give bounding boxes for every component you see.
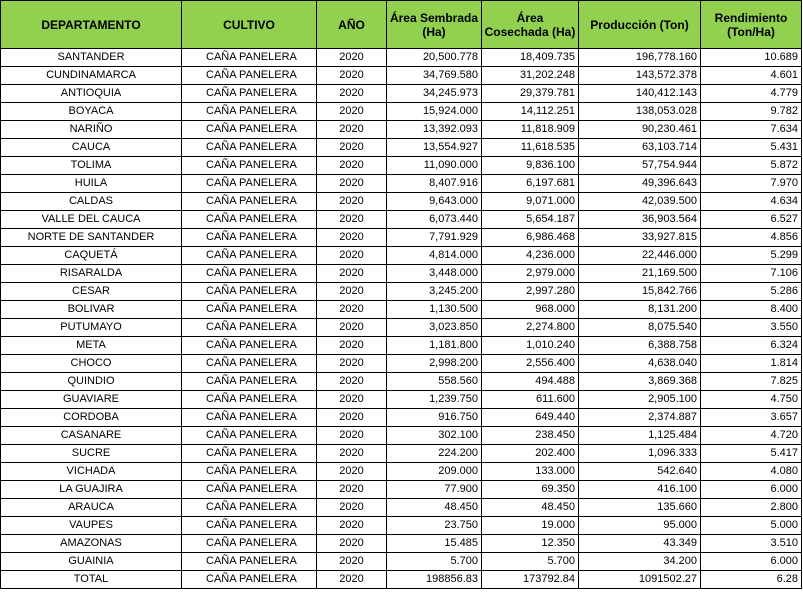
cell-cultivo: CAÑA PANELERA <box>182 265 317 283</box>
cell-departamento: CAUCA <box>1 139 182 157</box>
cell-cultivo: CAÑA PANELERA <box>182 499 317 517</box>
cell-rendimiento: 4.750 <box>701 391 802 409</box>
cell-anio: 2020 <box>317 247 387 265</box>
cell-cultivo: CAÑA PANELERA <box>182 67 317 85</box>
cell-anio: 2020 <box>317 157 387 175</box>
cell-area-sembrada: 20,500.778 <box>387 49 482 67</box>
table-row <box>1 103 802 121</box>
cell-rendimiento: 6.000 <box>701 553 802 571</box>
cell-anio: 2020 <box>317 283 387 301</box>
cell-produccion: 90,230.461 <box>579 121 701 139</box>
table-row <box>1 481 802 499</box>
cell-cultivo: CAÑA PANELERA <box>182 463 317 481</box>
cell-rendimiento: 5.872 <box>701 157 802 175</box>
cell-area-sembrada: 23.750 <box>387 517 482 535</box>
cell-departamento: NARIÑO <box>1 121 182 139</box>
header-rendimiento: Rendimiento (Ton/Ha) <box>701 1 802 49</box>
cell-area-cosechada: 6,197.681 <box>482 175 579 193</box>
cell-cultivo: CAÑA PANELERA <box>182 157 317 175</box>
cell-area-sembrada: 6,073.440 <box>387 211 482 229</box>
cell-anio: 2020 <box>317 121 387 139</box>
table-row <box>1 391 802 409</box>
cell-anio: 2020 <box>317 535 387 553</box>
cell-rendimiento: 4.779 <box>701 85 802 103</box>
cell-departamento: PUTUMAYO <box>1 319 182 337</box>
cell-rendimiento: 3.657 <box>701 409 802 427</box>
cell-area-sembrada: 209.000 <box>387 463 482 481</box>
cell-rendimiento: 5.417 <box>701 445 802 463</box>
table-row <box>1 499 802 517</box>
cell-rendimiento: 6.324 <box>701 337 802 355</box>
cell-anio: 2020 <box>317 85 387 103</box>
cell-area-sembrada: 13,392.093 <box>387 121 482 139</box>
cell-cultivo: CAÑA PANELERA <box>182 535 317 553</box>
cell-rendimiento: 4.720 <box>701 427 802 445</box>
cell-area-sembrada: 3,245.200 <box>387 283 482 301</box>
cell-produccion: 143,572.378 <box>579 67 701 85</box>
table-row <box>1 193 802 211</box>
cell-rendimiento: 4.080 <box>701 463 802 481</box>
header-departamento: DEPARTAMENTO <box>1 1 182 49</box>
cell-departamento: CUNDINAMARCA <box>1 67 182 85</box>
cell-cultivo: CAÑA PANELERA <box>182 517 317 535</box>
cell-cultivo: CAÑA PANELERA <box>182 229 317 247</box>
table-row <box>1 139 802 157</box>
cell-area-cosechada: 2,556.400 <box>482 355 579 373</box>
cell-anio: 2020 <box>317 211 387 229</box>
cell-area-cosechada: 9,071.000 <box>482 193 579 211</box>
cell-rendimiento: 5.000 <box>701 517 802 535</box>
cell-area-cosechada: 11,618.535 <box>482 139 579 157</box>
table-row <box>1 121 802 139</box>
header-anio: AÑO <box>317 1 387 49</box>
cell-departamento: HUILA <box>1 175 182 193</box>
cell-departamento: VALLE DEL CAUCA <box>1 211 182 229</box>
cell-rendimiento: 7.970 <box>701 175 802 193</box>
cell-anio: 2020 <box>317 463 387 481</box>
cell-area-cosechada: 31,202.248 <box>482 67 579 85</box>
cell-departamento: GUAVIARE <box>1 391 182 409</box>
cell-anio: 2020 <box>317 265 387 283</box>
cell-area-sembrada: 48.450 <box>387 499 482 517</box>
cell-anio: 2020 <box>317 499 387 517</box>
cell-area-cosechada: 18,409.735 <box>482 49 579 67</box>
table-row <box>1 553 802 571</box>
cell-produccion: 34.200 <box>579 553 701 571</box>
cell-produccion: 21,169.500 <box>579 265 701 283</box>
cell-departamento: AMAZONAS <box>1 535 182 553</box>
cell-area-sembrada: 1,181.800 <box>387 337 482 355</box>
cell-cultivo: CAÑA PANELERA <box>182 247 317 265</box>
cell-anio: 2020 <box>317 553 387 571</box>
cell-produccion: 42,039.500 <box>579 193 701 211</box>
cell-area-sembrada: 3,448.000 <box>387 265 482 283</box>
cell-rendimiento: 10.689 <box>701 49 802 67</box>
cell-produccion: 63,103.714 <box>579 139 701 157</box>
cell-rendimiento: 6.527 <box>701 211 802 229</box>
cell-area-cosechada: 649.440 <box>482 409 579 427</box>
table-row <box>1 337 802 355</box>
cell-area-cosechada: 1,010.240 <box>482 337 579 355</box>
cell-produccion: 140,412.143 <box>579 85 701 103</box>
table-row <box>1 283 802 301</box>
cell-departamento: BOYACA <box>1 103 182 121</box>
cell-area-sembrada: 1,130.500 <box>387 301 482 319</box>
cell-area-cosechada: 494.488 <box>482 373 579 391</box>
cell-cultivo: CAÑA PANELERA <box>182 85 317 103</box>
cell-departamento: CHOCO <box>1 355 182 373</box>
table-row <box>1 157 802 175</box>
cell-area-cosechada: 4,236.000 <box>482 247 579 265</box>
cell-area-cosechada: 2,997.280 <box>482 283 579 301</box>
cell-area-cosechada: 19.000 <box>482 517 579 535</box>
cell-cultivo: CAÑA PANELERA <box>182 211 317 229</box>
cell-produccion: 15,842.766 <box>579 283 701 301</box>
cell-area-sembrada: 558.560 <box>387 373 482 391</box>
cell-departamento: TOLIMA <box>1 157 182 175</box>
cell-anio: 2020 <box>317 481 387 499</box>
cell-area-sembrada: 7,791.929 <box>387 229 482 247</box>
cell-area-sembrada: 15.485 <box>387 535 482 553</box>
cell-departamento: VICHADA <box>1 463 182 481</box>
cell-area-sembrada: 34,769.580 <box>387 67 482 85</box>
cell-produccion: 2,374.887 <box>579 409 701 427</box>
cell-anio: 2020 <box>317 193 387 211</box>
cell-produccion: 135.660 <box>579 499 701 517</box>
cell-cultivo: CAÑA PANELERA <box>182 283 317 301</box>
table-row <box>1 265 802 283</box>
table-row <box>1 247 802 265</box>
cell-departamento: ARAUCA <box>1 499 182 517</box>
table-row <box>1 355 802 373</box>
total-row <box>1 571 802 589</box>
cell-produccion: 3,869.368 <box>579 373 701 391</box>
cell-cultivo: CAÑA PANELERA <box>182 571 317 589</box>
cell-cultivo: CAÑA PANELERA <box>182 481 317 499</box>
header-area-cosechada: Área Cosechada (Ha) <box>482 1 579 49</box>
cell-area-cosechada: 12.350 <box>482 535 579 553</box>
cell-area-sembrada: 15,924.000 <box>387 103 482 121</box>
cell-cultivo: CAÑA PANELERA <box>182 193 317 211</box>
cell-rendimiento: 7.106 <box>701 265 802 283</box>
cell-produccion: 6,388.758 <box>579 337 701 355</box>
cell-area-sembrada: 8,407.916 <box>387 175 482 193</box>
cell-area-cosechada: 173792.84 <box>482 571 579 589</box>
cell-rendimiento: 1.814 <box>701 355 802 373</box>
cell-cultivo: CAÑA PANELERA <box>182 409 317 427</box>
table-row <box>1 175 802 193</box>
cell-area-cosechada: 202.400 <box>482 445 579 463</box>
cell-area-sembrada: 2,998.200 <box>387 355 482 373</box>
cell-rendimiento: 3.550 <box>701 319 802 337</box>
cell-produccion: 49,396.643 <box>579 175 701 193</box>
cell-rendimiento: 8.400 <box>701 301 802 319</box>
cell-departamento: CASANARE <box>1 427 182 445</box>
cell-departamento: NORTE DE SANTANDER <box>1 229 182 247</box>
cell-rendimiento: 5.299 <box>701 247 802 265</box>
cell-cultivo: CAÑA PANELERA <box>182 355 317 373</box>
cell-area-sembrada: 5.700 <box>387 553 482 571</box>
cell-rendimiento: 6.28 <box>701 571 802 589</box>
cell-rendimiento: 5.431 <box>701 139 802 157</box>
cell-departamento: CORDOBA <box>1 409 182 427</box>
cell-area-sembrada: 3,023.850 <box>387 319 482 337</box>
table-row <box>1 49 802 67</box>
cell-anio: 2020 <box>317 319 387 337</box>
cell-rendimiento: 4.856 <box>701 229 802 247</box>
cell-area-cosechada: 11,818.909 <box>482 121 579 139</box>
cell-rendimiento: 2.800 <box>701 499 802 517</box>
cell-area-cosechada: 133.000 <box>482 463 579 481</box>
cell-area-cosechada: 48.450 <box>482 499 579 517</box>
cell-anio: 2020 <box>317 571 387 589</box>
cell-anio: 2020 <box>317 229 387 247</box>
cell-departamento: SUCRE <box>1 445 182 463</box>
cell-departamento: QUINDIO <box>1 373 182 391</box>
cell-produccion: 95.000 <box>579 517 701 535</box>
cell-area-cosechada: 29,379.781 <box>482 85 579 103</box>
cell-rendimiento: 5.286 <box>701 283 802 301</box>
cell-departamento: RISARALDA <box>1 265 182 283</box>
table-row <box>1 463 802 481</box>
cell-departamento: LA GUAJIRA <box>1 481 182 499</box>
cell-departamento: TOTAL <box>1 571 182 589</box>
cell-cultivo: CAÑA PANELERA <box>182 175 317 193</box>
cell-anio: 2020 <box>317 337 387 355</box>
cell-rendimiento: 7.634 <box>701 121 802 139</box>
cell-area-cosechada: 5.700 <box>482 553 579 571</box>
table-row <box>1 409 802 427</box>
cell-cultivo: CAÑA PANELERA <box>182 391 317 409</box>
cell-departamento: CAQUETÁ <box>1 247 182 265</box>
table-row <box>1 535 802 553</box>
cell-rendimiento: 7.825 <box>701 373 802 391</box>
cell-produccion: 4,638.040 <box>579 355 701 373</box>
cell-produccion: 36,903.564 <box>579 211 701 229</box>
cell-cultivo: CAÑA PANELERA <box>182 103 317 121</box>
table-row <box>1 229 802 247</box>
cell-area-cosechada: 14,112.251 <box>482 103 579 121</box>
table-row <box>1 517 802 535</box>
cell-cultivo: CAÑA PANELERA <box>182 301 317 319</box>
cell-anio: 2020 <box>317 175 387 193</box>
cell-departamento: CALDAS <box>1 193 182 211</box>
cell-produccion: 43.349 <box>579 535 701 553</box>
cell-area-sembrada: 224.200 <box>387 445 482 463</box>
table-row <box>1 211 802 229</box>
cell-departamento: CESAR <box>1 283 182 301</box>
cell-cultivo: CAÑA PANELERA <box>182 121 317 139</box>
cell-cultivo: CAÑA PANELERA <box>182 553 317 571</box>
cell-cultivo: CAÑA PANELERA <box>182 139 317 157</box>
cell-produccion: 542.640 <box>579 463 701 481</box>
cell-area-cosechada: 238.450 <box>482 427 579 445</box>
cell-area-cosechada: 968.000 <box>482 301 579 319</box>
cell-anio: 2020 <box>317 103 387 121</box>
cell-anio: 2020 <box>317 301 387 319</box>
cell-area-sembrada: 9,643.000 <box>387 193 482 211</box>
cell-produccion: 1,125.484 <box>579 427 701 445</box>
cell-area-sembrada: 302.100 <box>387 427 482 445</box>
header-row <box>1 1 802 49</box>
table-row <box>1 85 802 103</box>
cell-area-sembrada: 4,814.000 <box>387 247 482 265</box>
cell-area-cosechada: 2,979.000 <box>482 265 579 283</box>
table-row <box>1 67 802 85</box>
cell-cultivo: CAÑA PANELERA <box>182 373 317 391</box>
cell-area-sembrada: 916.750 <box>387 409 482 427</box>
cell-area-cosechada: 5,654.187 <box>482 211 579 229</box>
cell-area-sembrada: 77.900 <box>387 481 482 499</box>
cell-area-sembrada: 1,239.750 <box>387 391 482 409</box>
cell-anio: 2020 <box>317 49 387 67</box>
cell-anio: 2020 <box>317 391 387 409</box>
cell-produccion: 2,905.100 <box>579 391 701 409</box>
cell-departamento: BOLIVAR <box>1 301 182 319</box>
cell-produccion: 196,778.160 <box>579 49 701 67</box>
cell-anio: 2020 <box>317 409 387 427</box>
cell-area-sembrada: 11,090.000 <box>387 157 482 175</box>
cell-produccion: 138,053.028 <box>579 103 701 121</box>
header-produccion: Producción (Ton) <box>579 1 701 49</box>
table-row <box>1 427 802 445</box>
cell-produccion: 1,096.333 <box>579 445 701 463</box>
cell-rendimiento: 9.782 <box>701 103 802 121</box>
header-area-sembrada: Área Sembrada (Ha) <box>387 1 482 49</box>
cell-anio: 2020 <box>317 445 387 463</box>
cell-departamento: GUAINIA <box>1 553 182 571</box>
cell-anio: 2020 <box>317 427 387 445</box>
cell-cultivo: CAÑA PANELERA <box>182 319 317 337</box>
cell-area-cosechada: 69.350 <box>482 481 579 499</box>
table-row <box>1 445 802 463</box>
cell-area-sembrada: 34,245.973 <box>387 85 482 103</box>
cell-area-cosechada: 9,836.100 <box>482 157 579 175</box>
table-row <box>1 373 802 391</box>
cell-anio: 2020 <box>317 355 387 373</box>
cell-produccion: 1091502.27 <box>579 571 701 589</box>
cell-cultivo: CAÑA PANELERA <box>182 337 317 355</box>
cell-produccion: 8,075.540 <box>579 319 701 337</box>
cell-produccion: 8,131.200 <box>579 301 701 319</box>
header-cultivo: CULTIVO <box>182 1 317 49</box>
cell-cultivo: CAÑA PANELERA <box>182 445 317 463</box>
cell-area-cosechada: 6,986.468 <box>482 229 579 247</box>
cell-cultivo: CAÑA PANELERA <box>182 49 317 67</box>
table-row <box>1 301 802 319</box>
cell-produccion: 33,927.815 <box>579 229 701 247</box>
cell-cultivo: CAÑA PANELERA <box>182 427 317 445</box>
cell-departamento: SANTANDER <box>1 49 182 67</box>
cell-anio: 2020 <box>317 517 387 535</box>
cell-produccion: 416.100 <box>579 481 701 499</box>
cell-rendimiento: 4.601 <box>701 67 802 85</box>
cell-anio: 2020 <box>317 67 387 85</box>
cell-rendimiento: 6.000 <box>701 481 802 499</box>
cell-produccion: 57,754.944 <box>579 157 701 175</box>
table-row <box>1 319 802 337</box>
cell-area-sembrada: 198856.83 <box>387 571 482 589</box>
cell-rendimiento: 4.634 <box>701 193 802 211</box>
cell-area-cosechada: 611.600 <box>482 391 579 409</box>
cell-produccion: 22,446.000 <box>579 247 701 265</box>
cell-area-sembrada: 13,554.927 <box>387 139 482 157</box>
cell-anio: 2020 <box>317 139 387 157</box>
cell-rendimiento: 3.510 <box>701 535 802 553</box>
cell-area-cosechada: 2,274.800 <box>482 319 579 337</box>
cell-departamento: VAUPES <box>1 517 182 535</box>
cell-departamento: META <box>1 337 182 355</box>
cell-departamento: ANTIOQUIA <box>1 85 182 103</box>
cell-anio: 2020 <box>317 373 387 391</box>
